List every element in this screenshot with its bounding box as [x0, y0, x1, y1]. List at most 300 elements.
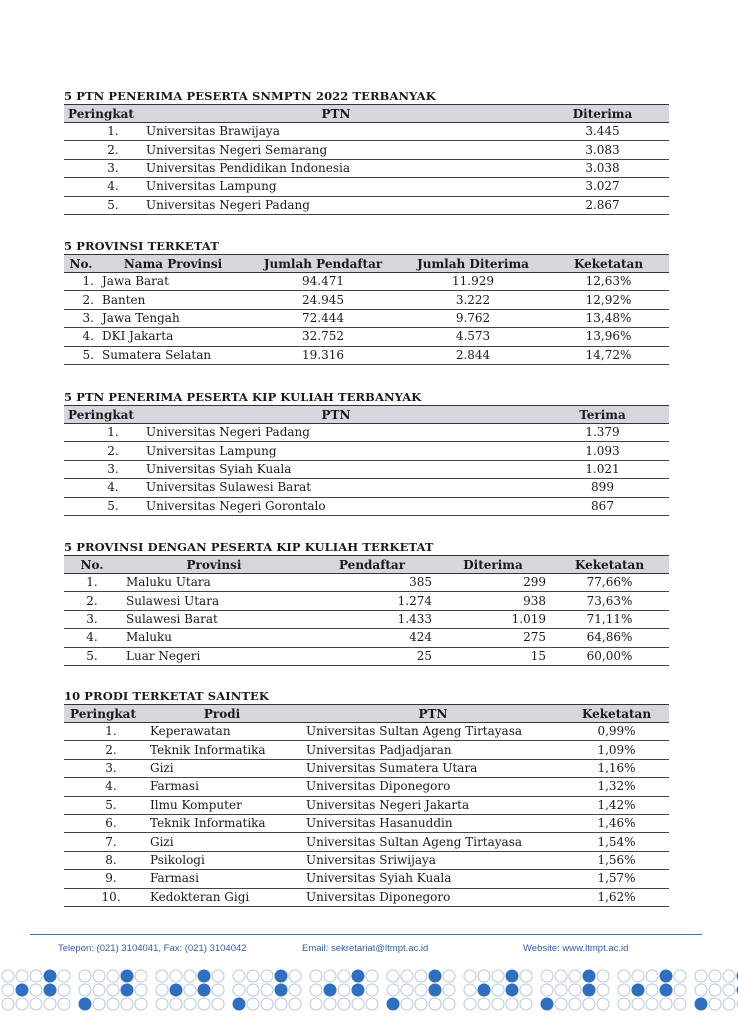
- pattern-dot: [16, 998, 28, 1010]
- table-row: [64, 796, 669, 814]
- pattern-dot: [618, 970, 630, 982]
- table-cell: 13,48%: [548, 309, 669, 327]
- column-header: Terima: [536, 406, 669, 424]
- pattern-dot: [443, 984, 455, 996]
- table-cell: Farmasi: [142, 778, 302, 796]
- table-row: [64, 442, 669, 460]
- table-cell: 5.: [64, 647, 120, 665]
- pattern-dot: [170, 970, 182, 982]
- table-row: [64, 424, 669, 442]
- pattern-dot: [16, 984, 28, 996]
- pattern-dot: [492, 998, 504, 1010]
- pattern-dot: [156, 970, 168, 982]
- table-row: [64, 123, 669, 141]
- table-cell: 1,62%: [564, 888, 669, 906]
- table-row: [64, 159, 669, 177]
- table-cell: 4.: [64, 328, 98, 346]
- pattern-dot: [261, 998, 273, 1010]
- pattern-dot: [184, 970, 196, 982]
- table-cell: Universitas Pendidikan Indonesia: [136, 159, 536, 177]
- table-cell: Psikologi: [142, 851, 302, 869]
- pattern-dot: [93, 998, 105, 1010]
- table-cell: 71,11%: [550, 610, 669, 628]
- table-cell: Universitas Negeri Semarang: [136, 141, 536, 159]
- pattern-dot: [212, 970, 224, 982]
- pattern-dot: [506, 984, 518, 996]
- pattern-dot: [198, 998, 210, 1010]
- table-cell: 12,63%: [548, 273, 669, 291]
- pattern-dot: [569, 984, 581, 996]
- table-cell: 2.: [64, 442, 136, 460]
- pattern-dot: [520, 998, 532, 1010]
- table-cell: 1.433: [308, 610, 436, 628]
- table-cell: 4.: [64, 178, 136, 196]
- pattern-dot: [79, 998, 91, 1010]
- pattern-dot: [310, 970, 322, 982]
- pattern-dot: [121, 970, 133, 982]
- table-header-row: [64, 705, 669, 723]
- pattern-dot: [275, 970, 287, 982]
- column-header: Keketatan: [550, 556, 669, 574]
- footer-phone: Telepon: (021) 3104041, Fax: (021) 3104042: [58, 943, 247, 954]
- table-cell: 6.: [64, 814, 142, 832]
- pattern-dot: [170, 984, 182, 996]
- pattern-dot: [352, 998, 364, 1010]
- pattern-dot: [429, 984, 441, 996]
- pattern-dot: [569, 998, 581, 1010]
- pattern-dot: [16, 970, 28, 982]
- table-row: [64, 870, 669, 888]
- pattern-dot: [723, 984, 735, 996]
- table-cell: 867: [536, 497, 669, 515]
- table-cell: 4.: [64, 629, 120, 647]
- table-cell: Universitas Sulawesi Barat: [136, 479, 536, 497]
- table-row: [64, 291, 669, 309]
- table-cell: 25: [308, 647, 436, 665]
- pattern-dot: [366, 998, 378, 1010]
- table-cell: 899: [536, 479, 669, 497]
- table-cell: 72.444: [248, 309, 398, 327]
- table-cell: 3.: [64, 309, 98, 327]
- pattern-dot: [30, 970, 42, 982]
- table-header-row: [64, 255, 669, 273]
- pattern-dot: [121, 984, 133, 996]
- table-cell: 3.: [64, 759, 142, 777]
- table-cell: 2.844: [398, 346, 548, 364]
- pattern-dot: [198, 984, 210, 996]
- pattern-dot: [429, 998, 441, 1010]
- pattern-dot: [695, 970, 707, 982]
- pattern-dot: [674, 998, 686, 1010]
- table-row: [64, 574, 669, 592]
- table-cell: 9.: [64, 870, 142, 888]
- column-header: PTN: [136, 406, 536, 424]
- table-cell: Kedokteran Gigi: [142, 888, 302, 906]
- pattern-dot: [352, 984, 364, 996]
- pattern-dot: [597, 984, 609, 996]
- footer-email: Email: sekretariat@ltmpt.ac.id: [302, 943, 429, 954]
- pattern-dot: [107, 970, 119, 982]
- column-header: Jumlah Diterima: [398, 255, 548, 273]
- table-cell: 299: [436, 574, 550, 592]
- table-cell: 1,46%: [564, 814, 669, 832]
- table-cell: 1.379: [536, 424, 669, 442]
- table-cell: Universitas Negeri Jakarta: [302, 796, 564, 814]
- table-row: [64, 833, 669, 851]
- table-cell: Banten: [98, 291, 248, 309]
- table-header-row: [64, 556, 669, 574]
- table-cell: 19.316: [248, 346, 398, 364]
- pattern-dot: [170, 998, 182, 1010]
- table-cell: Universitas Lampung: [136, 178, 536, 196]
- table-cell: Universitas Diponegoro: [302, 888, 564, 906]
- table-cell: 4.573: [398, 328, 548, 346]
- pattern-dot: [352, 970, 364, 982]
- table-cell: 9.762: [398, 309, 548, 327]
- table-row: [64, 592, 669, 610]
- kip-provinsi-title: 5 PROVINSI DENGAN PESERTA KIP KULIAH TERKETAT: [64, 540, 434, 554]
- table-cell: 1,32%: [564, 778, 669, 796]
- table-cell: Universitas Padjadjaran: [302, 741, 564, 759]
- pattern-dot: [93, 984, 105, 996]
- pattern-dot: [429, 970, 441, 982]
- pattern-dot: [30, 998, 42, 1010]
- pattern-dot: [597, 998, 609, 1010]
- table-cell: 7.: [64, 833, 142, 851]
- column-header: Peringkat: [64, 406, 136, 424]
- table-cell: 1,09%: [564, 741, 669, 759]
- table-cell: Universitas Sultan Ageng Tirtayasa: [302, 723, 564, 741]
- table-cell: Universitas Lampung: [136, 442, 536, 460]
- table-row: [64, 814, 669, 832]
- table-cell: 1.093: [536, 442, 669, 460]
- table-cell: 1.: [64, 273, 98, 291]
- table-cell: 12,92%: [548, 291, 669, 309]
- table-cell: 1,42%: [564, 796, 669, 814]
- kip-provinsi-table: [64, 555, 669, 666]
- table-cell: Luar Negeri: [120, 647, 308, 665]
- table-cell: 2.: [64, 291, 98, 309]
- pattern-dot: [2, 970, 14, 982]
- table-cell: 2.867: [536, 196, 669, 214]
- pattern-dot: [709, 970, 721, 982]
- table-cell: Universitas Negeri Padang: [136, 424, 536, 442]
- footer-divider: [30, 934, 702, 935]
- pattern-dot: [723, 970, 735, 982]
- table-cell: 3.: [64, 159, 136, 177]
- table-cell: Jawa Tengah: [98, 309, 248, 327]
- pattern-dot: [289, 998, 301, 1010]
- table-cell: Sulawesi Barat: [120, 610, 308, 628]
- table-row: [64, 610, 669, 628]
- pattern-dot: [492, 970, 504, 982]
- pattern-dot: [415, 970, 427, 982]
- table-cell: 5.: [64, 196, 136, 214]
- snmptn-title: 5 PTN PENERIMA PESERTA SNMPTN 2022 TERBANYAK: [64, 89, 436, 103]
- table-cell: 77,66%: [550, 574, 669, 592]
- table-row: [64, 741, 669, 759]
- table-cell: Jawa Barat: [98, 273, 248, 291]
- table-cell: 1.274: [308, 592, 436, 610]
- table-row: [64, 888, 669, 906]
- column-header: Peringkat: [64, 105, 136, 123]
- pattern-dot: [618, 984, 630, 996]
- pattern-dot: [135, 970, 147, 982]
- column-header: Jumlah Pendaftar: [248, 255, 398, 273]
- provinsi-table: [64, 254, 669, 365]
- pattern-dot: [79, 984, 91, 996]
- pattern-dot: [2, 998, 14, 1010]
- column-header: Nama Provinsi: [98, 255, 248, 273]
- pattern-dot: [401, 970, 413, 982]
- table-cell: 385: [308, 574, 436, 592]
- table-cell: 424: [308, 629, 436, 647]
- column-header: Prodi: [142, 705, 302, 723]
- table-cell: Keperawatan: [142, 723, 302, 741]
- table-cell: 4.: [64, 479, 136, 497]
- column-header: Peringkat: [64, 705, 142, 723]
- pattern-dot: [289, 970, 301, 982]
- pattern-dot: [247, 984, 259, 996]
- table-cell: 0,99%: [564, 723, 669, 741]
- table-cell: 938: [436, 592, 550, 610]
- table-row: [64, 497, 669, 515]
- table-cell: 10.: [64, 888, 142, 906]
- table-cell: 1,57%: [564, 870, 669, 888]
- pattern-dot: [660, 984, 672, 996]
- table-cell: 275: [436, 629, 550, 647]
- table-cell: 2.: [64, 741, 142, 759]
- table-cell: 1.: [64, 723, 142, 741]
- pattern-dot: [44, 970, 56, 982]
- column-header: Keketatan: [548, 255, 669, 273]
- table-row: [64, 759, 669, 777]
- pattern-dot: [492, 984, 504, 996]
- pattern-dot: [30, 984, 42, 996]
- pattern-dot: [443, 998, 455, 1010]
- pattern-dot: [261, 970, 273, 982]
- table-cell: 3.: [64, 460, 136, 478]
- pattern-dot: [135, 998, 147, 1010]
- pattern-dot: [695, 998, 707, 1010]
- pattern-dot: [247, 970, 259, 982]
- table-cell: Teknik Informatika: [142, 814, 302, 832]
- table-cell: 32.752: [248, 328, 398, 346]
- pattern-dot: [135, 984, 147, 996]
- table-header-row: [64, 105, 669, 123]
- pattern-dot: [401, 998, 413, 1010]
- table-cell: Universitas Hasanuddin: [302, 814, 564, 832]
- pattern-dot: [632, 998, 644, 1010]
- table-row: [64, 723, 669, 741]
- pattern-dot: [583, 970, 595, 982]
- table-row: [64, 273, 669, 291]
- table-cell: 1,56%: [564, 851, 669, 869]
- kip-section: [64, 389, 669, 516]
- pattern-dot: [646, 984, 658, 996]
- table-cell: Universitas Syiah Kuala: [136, 460, 536, 478]
- pattern-dot: [156, 998, 168, 1010]
- table-row: [64, 851, 669, 869]
- saintek-section: [64, 688, 669, 907]
- table-cell: 3.445: [536, 123, 669, 141]
- table-cell: Farmasi: [142, 870, 302, 888]
- pattern-dot: [324, 998, 336, 1010]
- pattern-dot: [198, 970, 210, 982]
- table-cell: Universitas Syiah Kuala: [302, 870, 564, 888]
- pattern-dot: [583, 998, 595, 1010]
- pattern-dot: [233, 998, 245, 1010]
- pattern-dot: [58, 970, 70, 982]
- table-cell: Gizi: [142, 833, 302, 851]
- pattern-dot: [506, 998, 518, 1010]
- pattern-dot: [660, 998, 672, 1010]
- provinsi-title: 5 PROVINSI TERKETAT: [64, 239, 219, 253]
- pattern-dot: [555, 998, 567, 1010]
- pattern-dot: [555, 984, 567, 996]
- pattern-dot: [184, 998, 196, 1010]
- pattern-dot: [338, 970, 350, 982]
- table-cell: Ilmu Komputer: [142, 796, 302, 814]
- pattern-dot: [660, 970, 672, 982]
- column-header: PTN: [302, 705, 564, 723]
- pattern-dot: [632, 984, 644, 996]
- saintek-table: [64, 704, 669, 907]
- pattern-dot: [464, 970, 476, 982]
- table-row: [64, 196, 669, 214]
- table-cell: 94.471: [248, 273, 398, 291]
- table-cell: Universitas Sumatera Utara: [302, 759, 564, 777]
- pattern-dot: [632, 970, 644, 982]
- table-row: [64, 346, 669, 364]
- pattern-dot: [443, 970, 455, 982]
- pattern-dot: [338, 998, 350, 1010]
- table-cell: 64,86%: [550, 629, 669, 647]
- pattern-dot: [289, 984, 301, 996]
- kip-provinsi-section: [64, 539, 669, 666]
- pattern-dot: [695, 984, 707, 996]
- pattern-dot: [415, 998, 427, 1010]
- table-row: [64, 778, 669, 796]
- pattern-dot: [366, 970, 378, 982]
- pattern-dot: [618, 998, 630, 1010]
- table-cell: 24.945: [248, 291, 398, 309]
- table-cell: Universitas Diponegoro: [302, 778, 564, 796]
- table-cell: 3.222: [398, 291, 548, 309]
- table-cell: Universitas Negeri Gorontalo: [136, 497, 536, 515]
- pattern-dot: [58, 984, 70, 996]
- pattern-dot: [44, 984, 56, 996]
- pattern-dot: [646, 970, 658, 982]
- footer-website: Website: www.ltmpt.ac.id: [523, 943, 629, 954]
- table-row: [64, 178, 669, 196]
- pattern-dot: [583, 984, 595, 996]
- table-cell: 8.: [64, 851, 142, 869]
- pattern-dot: [44, 998, 56, 1010]
- column-header: No.: [64, 556, 120, 574]
- decorative-circle-pattern: [0, 960, 738, 1024]
- pattern-dot: [387, 998, 399, 1010]
- pattern-dot: [366, 984, 378, 996]
- table-row: [64, 141, 669, 159]
- table-cell: 3.038: [536, 159, 669, 177]
- table-row: [64, 328, 669, 346]
- pattern-dot: [107, 984, 119, 996]
- pattern-dot: [2, 984, 14, 996]
- saintek-title: 10 PRODI TERKETAT SAINTEK: [64, 689, 269, 703]
- pattern-dot: [261, 984, 273, 996]
- table-cell: 14,72%: [548, 346, 669, 364]
- table-cell: 3.083: [536, 141, 669, 159]
- table-cell: Universitas Negeri Padang: [136, 196, 536, 214]
- table-cell: Sumatera Selatan: [98, 346, 248, 364]
- pattern-dot: [310, 998, 322, 1010]
- pattern-dot: [723, 998, 735, 1010]
- table-row: [64, 460, 669, 478]
- pattern-dot: [338, 984, 350, 996]
- column-header: Diterima: [536, 105, 669, 123]
- pattern-dot: [79, 970, 91, 982]
- pattern-dot: [58, 998, 70, 1010]
- table-cell: Sulawesi Utara: [120, 592, 308, 610]
- column-header: Diterima: [436, 556, 550, 574]
- pattern-dot: [401, 984, 413, 996]
- pattern-dot: [541, 984, 553, 996]
- pattern-dot: [709, 984, 721, 996]
- snmptn-section: [64, 88, 669, 215]
- pattern-dot: [478, 998, 490, 1010]
- table-cell: 1,16%: [564, 759, 669, 777]
- table-cell: 3.027: [536, 178, 669, 196]
- pattern-dot: [156, 984, 168, 996]
- pattern-dot: [541, 970, 553, 982]
- table-cell: 15: [436, 647, 550, 665]
- pattern-dot: [93, 970, 105, 982]
- pattern-dot: [107, 998, 119, 1010]
- table-cell: 4.: [64, 778, 142, 796]
- pattern-dot: [478, 984, 490, 996]
- pattern-dot: [520, 970, 532, 982]
- table-cell: 2.: [64, 592, 120, 610]
- pattern-dot: [324, 984, 336, 996]
- table-cell: Maluku Utara: [120, 574, 308, 592]
- pattern-dot: [674, 984, 686, 996]
- pattern-dot: [212, 998, 224, 1010]
- pattern-dot: [520, 984, 532, 996]
- table-cell: 3.: [64, 610, 120, 628]
- table-cell: 1.: [64, 424, 136, 442]
- pattern-dot: [184, 984, 196, 996]
- table-cell: Gizi: [142, 759, 302, 777]
- table-cell: 1,54%: [564, 833, 669, 851]
- pattern-dot: [212, 984, 224, 996]
- table-cell: DKI Jakarta: [98, 328, 248, 346]
- table-row: [64, 309, 669, 327]
- pattern-dot: [310, 984, 322, 996]
- table-cell: Universitas Sultan Ageng Tirtayasa: [302, 833, 564, 851]
- pattern-dot: [597, 970, 609, 982]
- pattern-dot: [569, 970, 581, 982]
- pattern-dot: [555, 970, 567, 982]
- column-header: Pendaftar: [308, 556, 436, 574]
- table-cell: Teknik Informatika: [142, 741, 302, 759]
- snmptn-table: [64, 104, 669, 215]
- pattern-dot: [415, 984, 427, 996]
- column-header: No.: [64, 255, 98, 273]
- pattern-dot: [646, 998, 658, 1010]
- pattern-dot: [233, 970, 245, 982]
- table-header-row: [64, 406, 669, 424]
